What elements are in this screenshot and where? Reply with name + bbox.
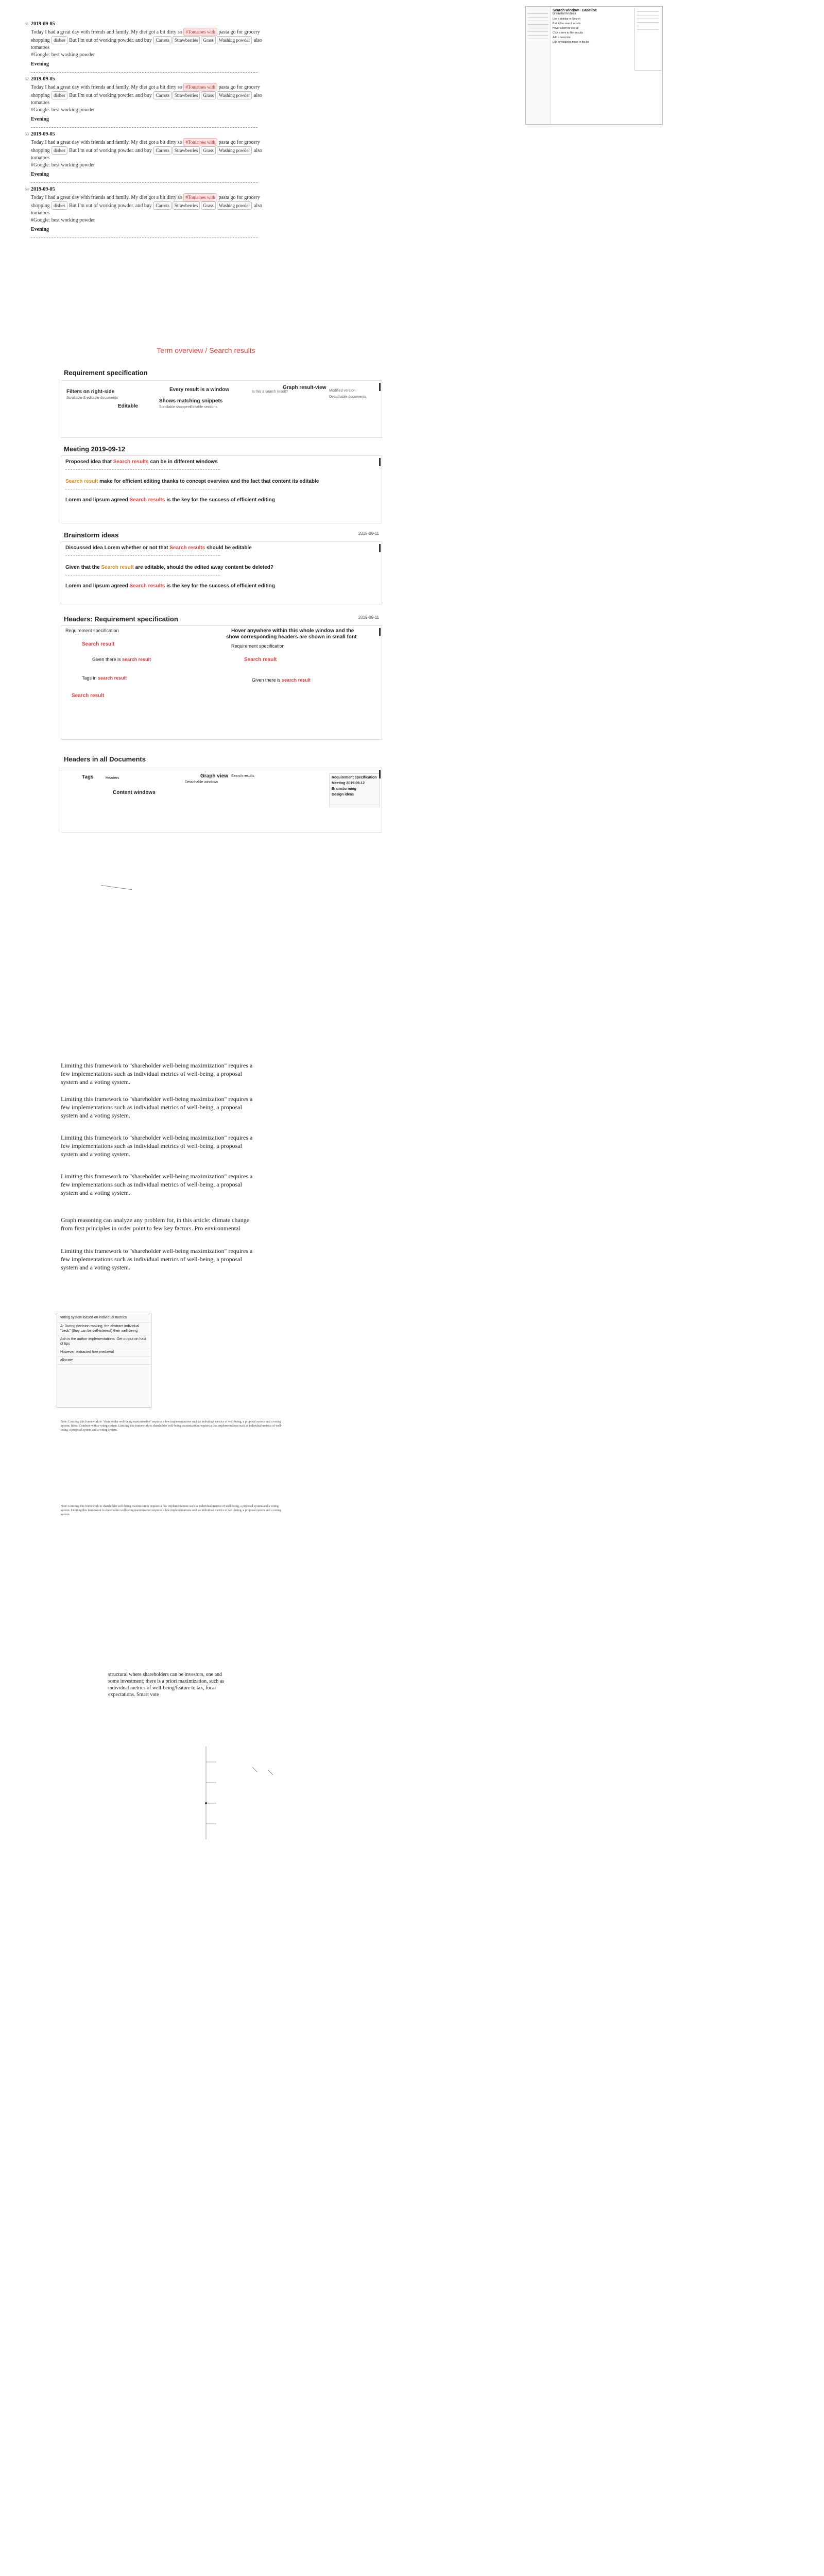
popup-item[interactable]: However, extracted free medieval xyxy=(57,1348,151,1357)
journal-entry[interactable] xyxy=(25,186,268,238)
popup-item[interactable]: allocate xyxy=(57,1357,151,1365)
document-list xyxy=(329,773,380,807)
card-heading: Requirement specification xyxy=(64,369,148,377)
mini-line-item[interactable]: Pull in the search results xyxy=(553,22,581,25)
divider xyxy=(31,179,258,183)
label: Shows matching snippets xyxy=(159,398,223,404)
snippet: Discussed idea Lorem whether or not that Search results should be editable xyxy=(65,545,252,551)
doc-item[interactable]: Design ideas xyxy=(332,793,354,796)
scrollbar[interactable] xyxy=(379,628,381,636)
tag-chip[interactable]: Strawberries xyxy=(173,201,200,210)
tag-chip[interactable]: Carrots xyxy=(153,146,171,155)
paragraph: Limiting this framework to "shareholder well-being maximization" requires a few implementations such as individual metrics of well-being, a proposal system and a voting system. xyxy=(61,1173,253,1196)
label: Is this a search result? xyxy=(252,390,288,394)
tag-chip[interactable]: Grass xyxy=(201,201,216,210)
line-number: 61 xyxy=(25,22,29,26)
card-body xyxy=(61,625,382,740)
small-block: Note: Limiting this framework to "shareholder well-being maximization" requires a few implementations such as individual metrics of well-being, a proposal system and a voting system. Ideas: Combine with a voting system. Limiting this framework to shareholder well-being maximization requires a few implementations such as individual metrics of well-being, a proposal system and a voting system. xyxy=(61,1420,282,1432)
mini-subtitle: Brainstorm Ideas xyxy=(553,12,576,15)
overview-title: Term overview / Search results xyxy=(157,346,255,354)
word: Content windows xyxy=(113,790,156,795)
popup-heading: voting system based on individual metrics xyxy=(57,1313,151,1323)
mini-line-item[interactable]: Click a term to filter results xyxy=(553,31,583,35)
popup-item[interactable]: Ash is the author implementations. Get output on hast of tips xyxy=(57,1335,151,1348)
tag-chip[interactable]: Strawberries xyxy=(173,91,200,99)
paragraph: Limiting this framework to "shareholder well-being maximization" requires a few implementations such as individual metrics of well-being, a proposal system and a voting system. xyxy=(61,1095,253,1119)
scrollbar[interactable] xyxy=(379,544,381,552)
mini-line-item[interactable]: Use a sidebar or Search xyxy=(553,18,580,21)
mini-line-item[interactable]: Add a new note xyxy=(553,36,571,39)
entry-text: Today I had a great day with friends and family. My diet got a bit dirty so #Tomatoes with pasta go for grocery shopping dishes But I'm out of working powder. and buy Carrots Strawberries Grass Washing powder also tomatoes #Google: best washing powder xyxy=(31,28,268,59)
entry-text: Today I had a great day with friends and family. My diet got a bit dirty so #Tomatoes with pasta go for grocery shopping dishes But I'm out of working powder. and buy Carrots Strawberries Grass Washing powder also tomatoes #Google: best working powder xyxy=(31,83,268,114)
label: Every result is a window xyxy=(169,387,230,393)
search-result[interactable]: Search result xyxy=(72,693,105,699)
mini-panel xyxy=(634,8,661,71)
mini-title: Search window · Baseline xyxy=(553,9,597,12)
small-block: Note: Limiting this framework to shareholder well-being maximization requires a few implementations such as individual metrics of well-being, a proposal system and a voting system. Limiting this framework to shareholder well-being maximization requires a few implementations such as individual metrics of well-being, a proposal system and a voting system. xyxy=(61,1505,281,1516)
card-headers-all[interactable] xyxy=(60,752,382,835)
card-body xyxy=(61,768,382,833)
card-heading: Brainstorm ideas xyxy=(64,531,119,539)
tag-chip[interactable]: #Tomatoes with xyxy=(183,83,217,91)
tag-chip[interactable]: Washing powder xyxy=(217,146,252,155)
tag-chip[interactable]: Washing powder xyxy=(217,91,252,99)
entry-date: 2019-09-05 xyxy=(31,21,55,27)
card-date: 2019-09-11 xyxy=(358,615,379,620)
word: Search results xyxy=(231,774,254,778)
mini-line-item[interactable]: Use keyboard to move in the list xyxy=(553,41,590,44)
entry-section: Evening xyxy=(31,116,49,122)
label: Filters on right-side xyxy=(66,389,115,395)
tag-chip[interactable]: Carrots xyxy=(153,201,171,210)
note: show corresponding headers are shown in small font xyxy=(226,634,357,640)
word: Headers xyxy=(106,776,119,780)
tag-chip[interactable]: Washing powder xyxy=(217,36,252,44)
tag-chip[interactable]: dishes xyxy=(52,91,67,99)
tree-diagram xyxy=(196,1741,288,1845)
snippet: Given there is search result xyxy=(252,677,311,683)
card-headers-req[interactable] xyxy=(60,612,382,741)
entry-date: 2019-09-05 xyxy=(31,76,55,82)
word: Tags xyxy=(82,774,94,780)
entry-section: Evening xyxy=(31,61,49,67)
label: Modified version xyxy=(329,389,355,393)
tag-chip[interactable]: Strawberries xyxy=(173,36,200,44)
divider xyxy=(101,885,132,890)
card-body xyxy=(61,541,382,604)
line-number: 62 xyxy=(25,77,29,81)
card-heading: Meeting 2019-09-12 xyxy=(64,445,126,453)
section-title: Requirement specification xyxy=(65,628,119,633)
divider xyxy=(31,234,258,238)
card-body xyxy=(61,380,382,438)
tag-chip[interactable]: Strawberries xyxy=(173,146,200,155)
line-number: 63 xyxy=(25,132,29,137)
scrollbar[interactable] xyxy=(379,383,381,391)
tag-chip[interactable]: Grass xyxy=(201,91,216,99)
label: Editable xyxy=(118,403,138,409)
tag-chip[interactable]: Grass xyxy=(201,36,216,44)
journal-entry[interactable] xyxy=(25,131,268,183)
entry-date: 2019-09-05 xyxy=(31,187,55,192)
entry-text: Today I had a great day with friends and family. My diet got a bit dirty so #Tomatoes with pasta go for grocery shopping dishes But I'm out of working powder. and buy Carrots Strawberries Grass Washing powder also tomatoes #Google: best working powder xyxy=(31,138,268,169)
tree-svg xyxy=(196,1741,288,1844)
tag-chip[interactable]: Carrots xyxy=(153,36,171,44)
footnote-popup[interactable] xyxy=(57,1313,151,1408)
paragraph: Limiting this framework to "shareholder well-being maximization" requires a few implementations such as individual metrics of well-being, a proposal system and a voting system. xyxy=(61,1062,253,1086)
tag-chip[interactable]: dishes xyxy=(52,36,67,44)
snippet: Tags in search result xyxy=(82,675,127,681)
snippet: Given that the Search result are editable, should the edited away content be deleted? xyxy=(65,565,274,570)
journal-list xyxy=(25,21,268,241)
tag-chip[interactable]: Grass xyxy=(201,146,216,155)
card-meeting[interactable] xyxy=(60,442,382,524)
tag-chip[interactable]: #Tomatoes with xyxy=(183,138,217,146)
card-body xyxy=(61,455,382,523)
divider xyxy=(31,69,258,73)
search-result[interactable]: Search result xyxy=(82,641,115,647)
card-requirement-spec[interactable] xyxy=(60,366,382,438)
word: Graph view xyxy=(200,773,228,779)
snippet: Proposed idea that Search results can be in different windows xyxy=(65,459,218,465)
doc-item[interactable]: Requirement specification xyxy=(332,776,377,779)
tag-chip[interactable]: dishes xyxy=(52,146,67,155)
journal-entry[interactable] xyxy=(25,21,268,73)
card-heading: Headers in all Documents xyxy=(64,755,146,763)
card-date: 2019-09-11 xyxy=(358,531,379,536)
scrollbar[interactable] xyxy=(379,770,381,778)
divider xyxy=(31,124,258,128)
entry-section: Evening xyxy=(31,227,49,232)
card-heading: Headers: Requirement specification xyxy=(64,615,178,623)
label: Scrollable shoppers xyxy=(159,405,191,409)
popup-item[interactable]: A: During decision-making, the abstract individual "beds" (they can be self-interest) their well-being xyxy=(57,1323,151,1335)
mini-app-window xyxy=(525,6,663,125)
paragraph: Graph reasoning can analyze any problem for, in this article: climate change from first principles in order point to few key factors. Pro environmental xyxy=(61,1216,250,1232)
search-result[interactable]: Search result xyxy=(244,657,277,663)
word: Detachable windows xyxy=(185,781,218,784)
paragraph: Limiting this framework to "shareholder well-being maximization" requires a few implementations such as individual metrics of well-being, a proposal system and a voting system. xyxy=(61,1247,253,1271)
line-number: 64 xyxy=(25,187,29,192)
entry-section: Evening xyxy=(31,172,49,177)
snippet: Lorem and lipsum agreed Search results is the key for the success of efficient editing xyxy=(65,583,275,589)
label: Detachable documents xyxy=(329,395,366,399)
note: Hover anywhere within this whole window and the xyxy=(231,628,354,634)
label: Editable sections xyxy=(190,405,217,409)
entry-date: 2019-09-05 xyxy=(31,131,55,137)
tag-chip[interactable]: dishes xyxy=(52,201,67,210)
label: Scrollable & editable documents xyxy=(66,396,118,400)
tag-chip[interactable]: Washing powder xyxy=(217,201,252,210)
mini-main xyxy=(553,9,635,45)
doc-item[interactable]: Meeting 2019-09-12 xyxy=(332,782,365,785)
snippet: Search result make for efficient editing thanks to concept overview and the fact that content its editable xyxy=(65,479,319,484)
tag-chip[interactable]: Carrots xyxy=(153,91,171,99)
doc-item[interactable]: Brainstorming xyxy=(332,787,356,791)
scrollbar[interactable] xyxy=(379,458,381,466)
snippet: Given there is search result xyxy=(92,657,151,662)
snippet: Lorem and lipsum agreed Search results is the key for the success of efficient editing xyxy=(65,497,275,503)
mini-line-item[interactable]: Hover a term to see all xyxy=(553,27,579,30)
mini-sidebar xyxy=(526,7,551,124)
label: Graph result-view xyxy=(283,385,327,391)
bottom-paragraph: structural where shareholders can be investors, one and some investment; there is a priori maximization, such as individual metrics of well-being/feature to tax, focal expectations. Smart vote xyxy=(108,1672,225,1698)
paragraph: Limiting this framework to "shareholder well-being maximization" requires a few implementations such as individual metrics of well-being, a proposal system and a voting system. xyxy=(61,1134,253,1158)
tag-chip[interactable]: #Tomatoes with xyxy=(183,193,217,201)
card-brainstorm[interactable] xyxy=(60,528,382,605)
tag-chip[interactable]: #Tomatoes with xyxy=(183,28,217,36)
entry-text: Today I had a great day with friends and family. My diet got a bit dirty so #Tomatoes with pasta go for grocery shopping dishes But I'm out of working powder. and buy Carrots Strawberries Grass Washing powder also tomatoes #Google: best working powder xyxy=(31,193,268,224)
section-title: Requirement specification xyxy=(231,643,285,649)
journal-entry[interactable] xyxy=(25,76,268,128)
